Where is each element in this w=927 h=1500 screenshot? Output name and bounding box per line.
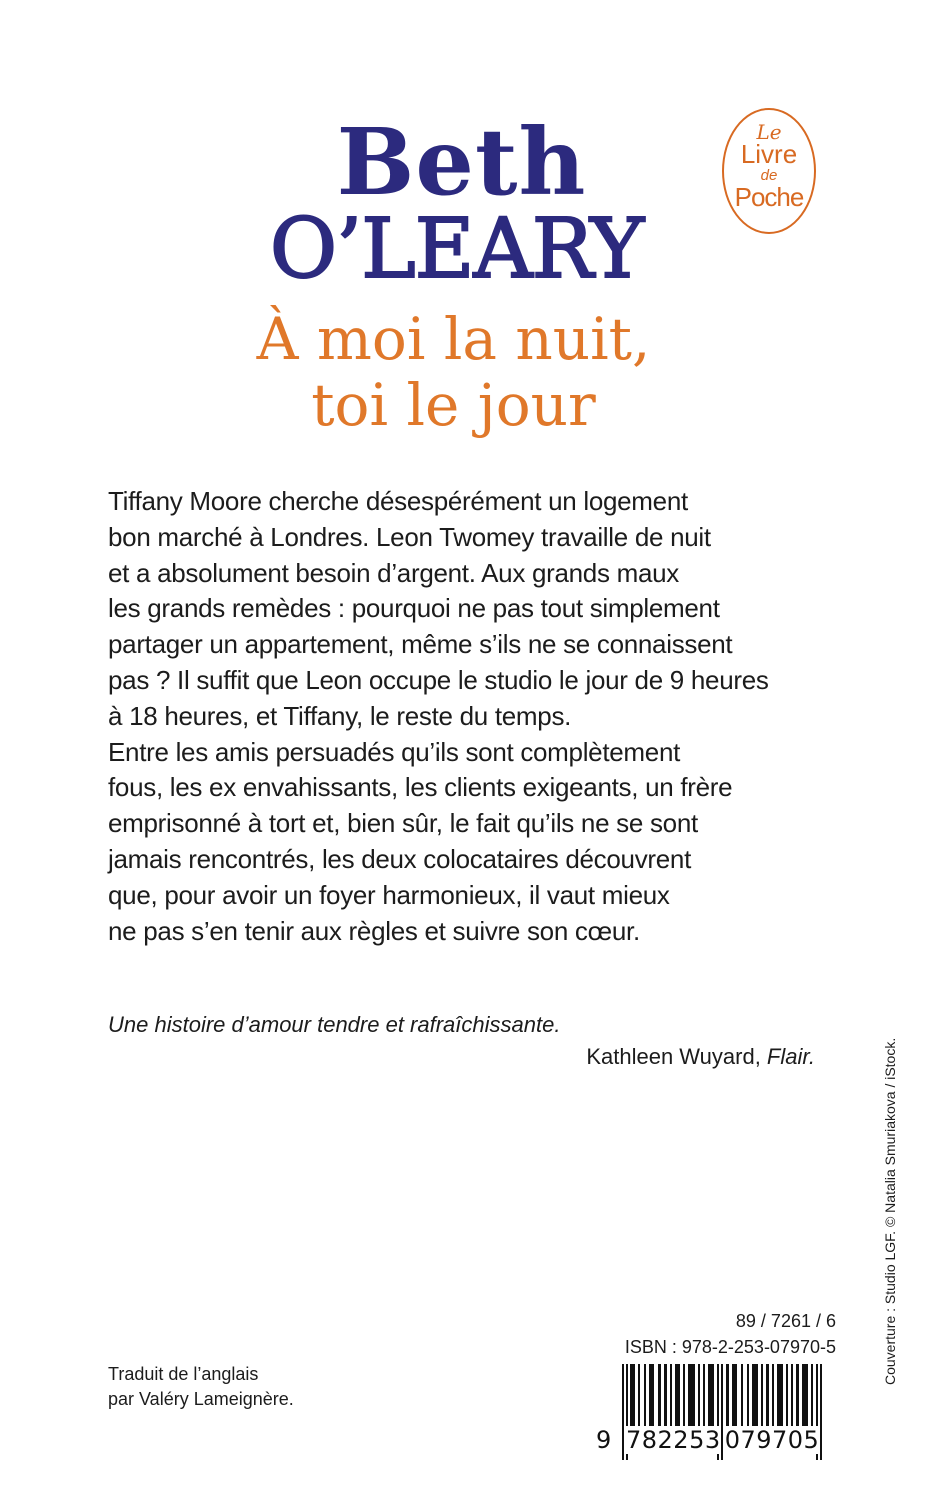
reviewer-name: Kathleen Wuyard, bbox=[586, 1044, 767, 1069]
blurb-line: bon marché à Londres. Leon Twomey travaille de nuit bbox=[108, 521, 711, 552]
barcode-left-digits: 782253 bbox=[626, 1426, 721, 1454]
book-title-line-1: À moi la nuit, bbox=[256, 305, 651, 373]
logo-text-poche: Poche bbox=[734, 182, 804, 212]
barcode bbox=[596, 1364, 840, 1464]
blurb-line: à 18 heures, et Tiffany, le reste du temps. bbox=[108, 700, 572, 731]
barcode-right-digits: 079705 bbox=[724, 1426, 820, 1454]
book-blurb bbox=[108, 484, 828, 949]
logo-text-de: de bbox=[760, 167, 778, 184]
blurb-line: Entre les amis persuadés qu’ils sont complètement bbox=[108, 736, 681, 767]
blurb-line: fous, les ex envahissants, les clients exigeants, un frère bbox=[108, 772, 733, 803]
blurb-line: emprisonné à tort et, bien sûr, le fait qu’ils ne se sont bbox=[108, 808, 698, 839]
review-quote: Une histoire d’amour tendre et rafraîchissante. bbox=[108, 1012, 561, 1037]
review-publication: Flair. bbox=[766, 1044, 815, 1069]
blurb-line: ne pas s’en tenir aux règles et suivre son cœur. bbox=[108, 915, 640, 946]
isbn: ISBN : 978-2-253-07970-5 bbox=[624, 1337, 836, 1357]
blurb-line: pas ? Il suffit que Leon occupe le studio le jour de 9 heures bbox=[108, 664, 769, 695]
translator-line-1: Traduit de l’anglais bbox=[108, 1364, 259, 1384]
author-last-name: O’LEARY bbox=[269, 202, 644, 297]
blurb-line: que, pour avoir un foyer harmonieux, il vaut mieux bbox=[108, 879, 670, 910]
publisher-logo bbox=[722, 108, 816, 234]
book-codes bbox=[625, 1308, 836, 1360]
blurb-line: jamais rencontrés, les deux colocataires découvrent bbox=[108, 843, 692, 874]
review-attribution bbox=[586, 1042, 815, 1072]
barcode-first-digit: 9 bbox=[596, 1426, 612, 1454]
book-title-line-2: toi le jour bbox=[311, 371, 596, 439]
logo-text-livre: Livre bbox=[740, 139, 798, 169]
blurb-line: et a absolument besoin d’argent. Aux grands maux bbox=[108, 557, 679, 588]
translator-line-2: par Valéry Lameignère. bbox=[108, 1389, 294, 1409]
cover-credit: Couverture : Studio LGF. © Natalia Smuriakova / iStock. bbox=[882, 1037, 898, 1385]
logo-text-le: Le bbox=[756, 120, 782, 144]
blurb-line: les grands remèdes : pourquoi ne pas tout simplement bbox=[108, 593, 720, 624]
blurb-line: Tiffany Moore cherche désespérément un logement bbox=[108, 486, 688, 516]
author-first-name: Beth bbox=[336, 108, 587, 216]
blurb-line: partager un appartement, même s’ils ne se connaissent bbox=[108, 629, 733, 660]
internal-code: 89 / 7261 / 6 bbox=[735, 1311, 836, 1331]
translator-credit bbox=[108, 1362, 294, 1412]
